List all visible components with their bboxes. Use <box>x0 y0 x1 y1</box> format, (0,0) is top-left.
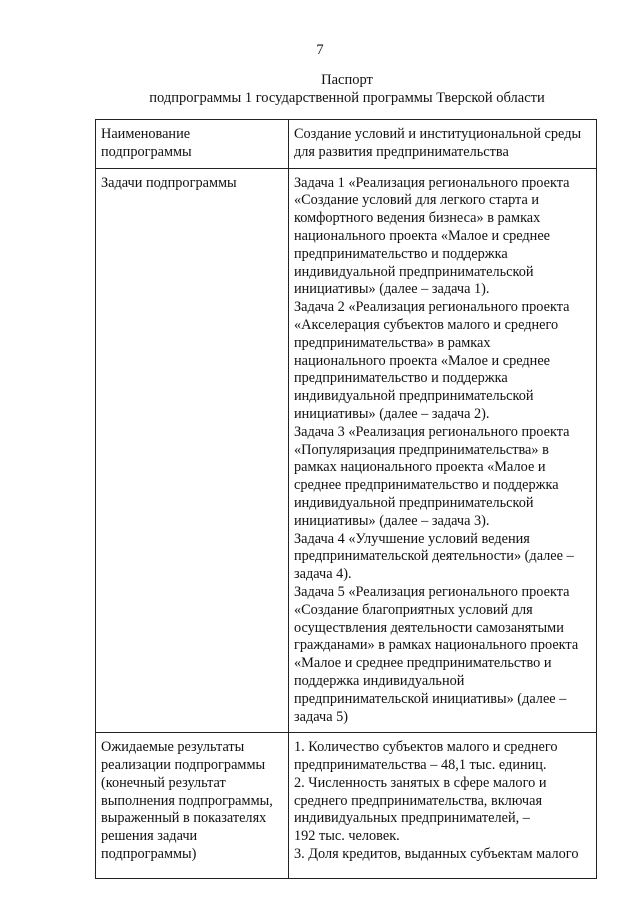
row-label-cell <box>96 120 289 169</box>
task-line: Задача 1 «Реализация регионального проекта <box>294 174 570 191</box>
task-line: рамках национального проекта «Малое и <box>294 459 546 476</box>
table-row-results <box>96 733 597 879</box>
result-line: 1. Количество субъектов малого и среднего <box>294 739 558 756</box>
row-label-line: выраженный в показателях <box>101 810 267 827</box>
task-line: Задача 5 «Реализация регионального проекта <box>294 583 570 600</box>
passport-heading <box>0 71 640 107</box>
table-row-tasks <box>96 168 597 733</box>
task-line: поддержка индивидуальной <box>294 672 465 689</box>
task-line: предпринимательской инициативы» (далее – <box>294 690 567 707</box>
row-label-line: Задачи подпрограммы <box>101 174 237 191</box>
row-label-line: реализации подпрограммы <box>101 757 266 774</box>
task-line: индивидуальной предпринимательской <box>294 263 534 280</box>
result-line: 3. Доля кредитов, выданных субъектам малого <box>294 846 579 863</box>
result-line: 192 тыс. человек. <box>294 828 400 845</box>
task-line: комфортного ведения бизнеса» в рамках <box>294 210 541 227</box>
task-line: национального проекта «Малое и среднее <box>294 352 551 369</box>
task-line: «Популяризация предпринимательства» в <box>294 441 549 458</box>
table-row-name <box>96 120 597 169</box>
row-label-line: (конечный результат <box>101 774 226 791</box>
row-value-line: Создание условий и институциональной среды <box>294 126 582 142</box>
row-value-cell <box>289 120 597 169</box>
task-line: предпринимательской деятельности» (далее – <box>294 548 574 565</box>
task-line: предпринимательство и поддержка <box>294 245 508 262</box>
task-line: задача 4). <box>294 566 352 583</box>
row-label-line: подпрограммы <box>101 143 192 160</box>
task-line: «Акселерация субъектов малого и среднего <box>294 316 559 333</box>
task-line: задача 5) <box>294 708 349 725</box>
passport-subtitle: подпрограммы 1 государственной программы Тверской области <box>149 90 545 106</box>
task-line: индивидуальной предпринимательской <box>294 388 534 405</box>
row-value-cell <box>289 168 597 733</box>
task-line: Задача 2 «Реализация регионального проекта <box>294 299 570 316</box>
row-label-line: Наименование <box>101 126 191 142</box>
row-label-line: решения задачи <box>101 828 198 845</box>
task-line: инициативы» (далее – задача 3). <box>294 512 490 529</box>
task-line: предпринимательства» в рамках <box>294 334 491 351</box>
task-line: национального проекта «Малое и среднее <box>294 227 551 244</box>
page-number: 7 <box>316 42 324 58</box>
row-value-cell <box>289 733 597 879</box>
task-line: предпринимательство и поддержка <box>294 370 508 387</box>
row-label-cell <box>96 168 289 733</box>
passport-title: Паспорт <box>321 72 373 88</box>
row-value-line: для развития предпринимательства <box>294 143 509 160</box>
task-line: «Малое и среднее предпринимательство и <box>294 655 552 672</box>
passport-table <box>95 119 597 879</box>
task-line: среднее предпринимательство и поддержка <box>294 477 559 494</box>
task-line: Задача 3 «Реализация регионального проекта <box>294 423 570 440</box>
result-line: 2. Численность занятых в сфере малого и <box>294 774 547 791</box>
task-line: индивидуальной предпринимательской <box>294 494 534 511</box>
task-line: осуществления деятельности самозанятыми <box>294 619 564 636</box>
result-line: индивидуальных предпринимателей, – <box>294 810 530 827</box>
result-line: среднего предпринимательства, включая <box>294 792 543 809</box>
row-label-line: выполнения подпрограммы, <box>101 792 273 809</box>
task-line: Задача 4 «Улучшение условий ведения <box>294 530 530 547</box>
task-line: «Создание благоприятных условий для <box>294 601 533 618</box>
task-line: «Создание условий для легкого старта и <box>294 192 540 209</box>
task-line: инициативы» (далее – задача 2). <box>294 405 490 422</box>
task-line: гражданами» в рамках национального проекта <box>294 637 579 654</box>
row-label-cell <box>96 733 289 879</box>
result-line: предпринимательства – 48,1 тыс. единиц. <box>294 757 547 774</box>
row-label-line: подпрограммы) <box>101 846 197 863</box>
task-line: инициативы» (далее – задача 1). <box>294 281 490 298</box>
row-label-line: Ожидаемые результаты <box>101 739 245 756</box>
